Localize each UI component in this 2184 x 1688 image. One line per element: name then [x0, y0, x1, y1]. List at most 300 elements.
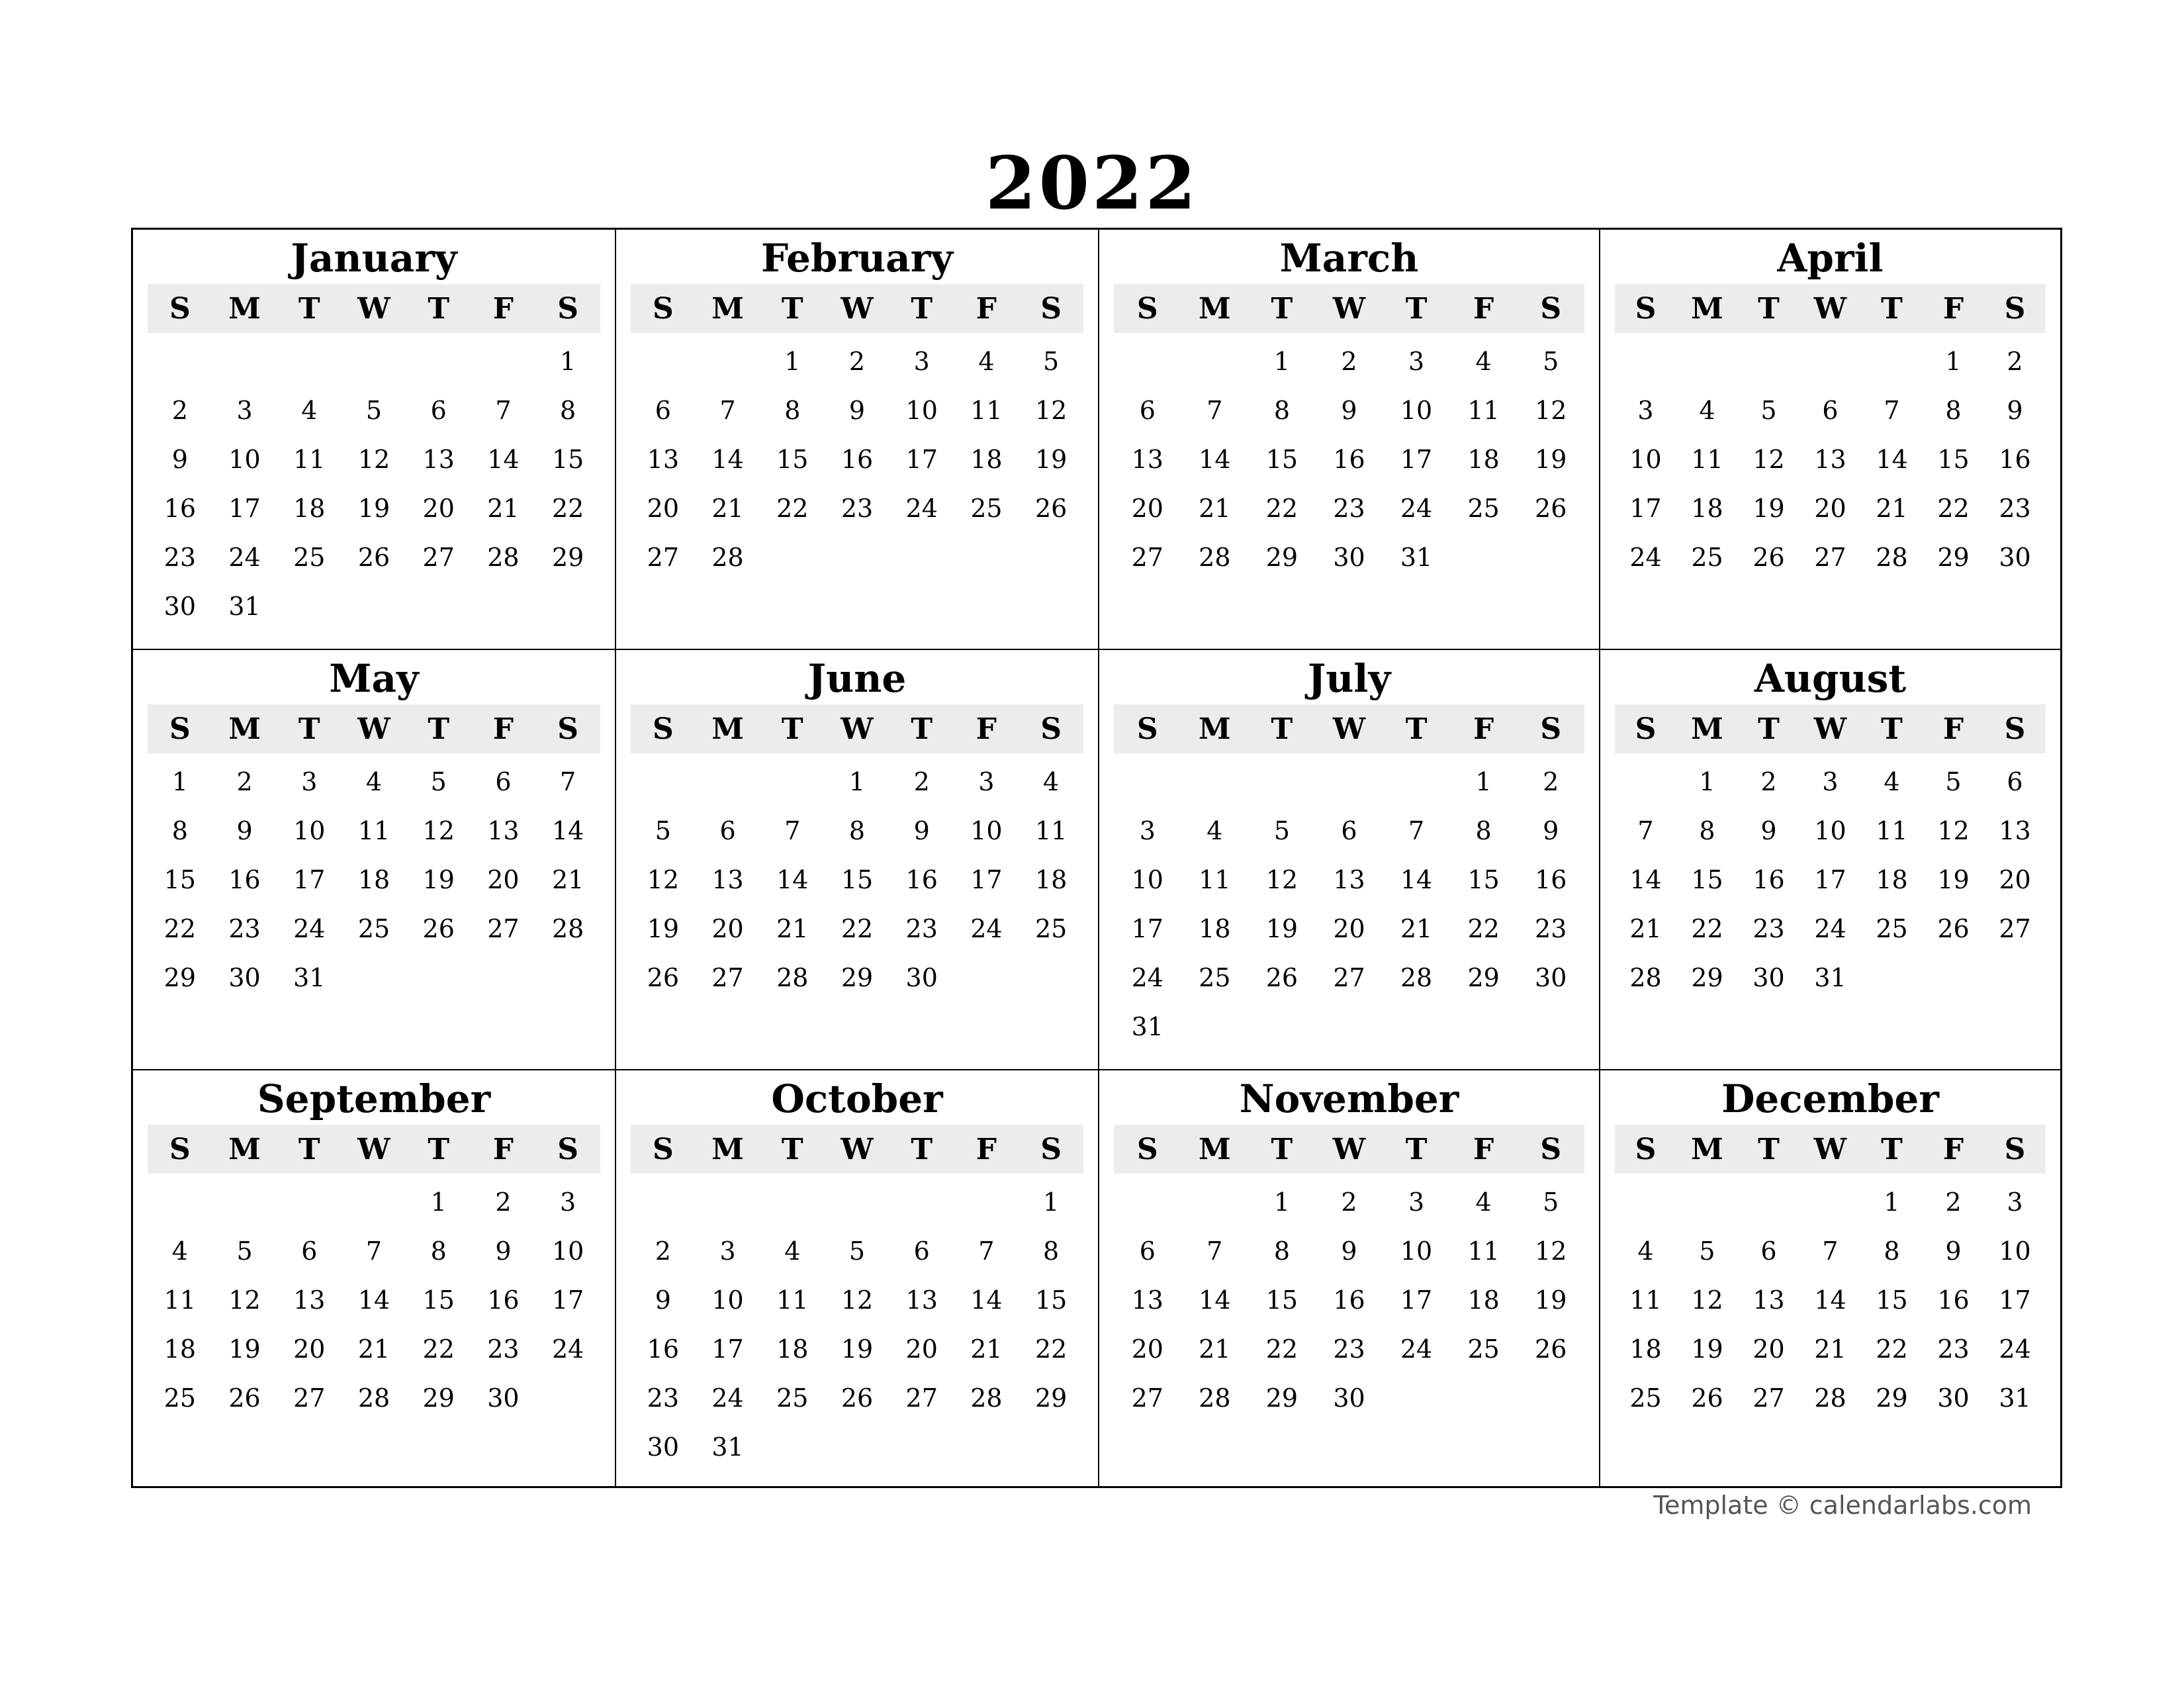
weekday-label: M	[1691, 712, 1723, 746]
day-grid	[148, 1178, 600, 1423]
day-number: 18	[357, 865, 390, 894]
day-number: 14	[1199, 1286, 1231, 1315]
weekday-label: M	[711, 1132, 744, 1166]
day-number: 9	[495, 1237, 512, 1266]
day-number: 27	[1333, 963, 1365, 992]
day-number: 29	[551, 543, 584, 572]
day-number: 11	[776, 1286, 809, 1315]
day-number: 3	[978, 767, 995, 796]
day-number: 22	[776, 494, 809, 523]
day-number: 25	[1629, 1383, 1662, 1413]
day-number: 10	[1814, 816, 1846, 845]
day-number: 16	[1333, 1286, 1365, 1315]
day-number: 4	[1043, 767, 1060, 796]
weekday-label: W	[1813, 291, 1847, 326]
day-number: 14	[1814, 1286, 1846, 1315]
day-number: 10	[551, 1237, 584, 1266]
day-grid	[148, 757, 600, 1002]
day-number: 30	[487, 1383, 520, 1413]
day-number: 28	[1629, 963, 1662, 992]
weekday-label: W	[841, 1132, 874, 1166]
weekday-label: T	[1881, 291, 1903, 326]
day-grid	[631, 337, 1083, 582]
day-number: 22	[1265, 494, 1298, 523]
day-number: 21	[1814, 1335, 1846, 1364]
weekday-label: W	[841, 291, 874, 326]
day-number: 25	[1467, 494, 1500, 523]
weekday-label: T	[781, 291, 803, 326]
day-number: 3	[1822, 767, 1839, 796]
day-number: 25	[357, 914, 390, 943]
day-number: 18	[1467, 445, 1500, 474]
day-number: 23	[647, 1383, 680, 1413]
day-number: 27	[711, 963, 744, 992]
day-number: 31	[1400, 543, 1433, 572]
day-number: 15	[163, 865, 197, 894]
day-number: 17	[1400, 445, 1433, 474]
day-number: 15	[1876, 1286, 1908, 1315]
day-number: 11	[1467, 1237, 1500, 1266]
weekday-header	[148, 704, 600, 753]
day-number: 9	[1945, 1237, 1962, 1266]
day-number: 6	[655, 396, 671, 425]
day-number: 17	[1400, 1286, 1433, 1315]
day-number: 8	[848, 816, 866, 845]
day-number: 19	[1535, 445, 1567, 474]
month-november	[1099, 1070, 1600, 1486]
day-number: 3	[2007, 1188, 2023, 1217]
weekday-label: T	[1271, 1132, 1293, 1166]
day-number: 15	[841, 865, 874, 894]
day-number: 24	[970, 914, 1003, 943]
day-number: 24	[1400, 494, 1433, 523]
day-number: 24	[551, 1335, 584, 1364]
day-number: 7	[1206, 1237, 1223, 1266]
day-number: 15	[1265, 445, 1298, 474]
day-number: 5	[1543, 347, 1559, 376]
day-number: 5	[1945, 767, 1962, 796]
day-number: 22	[422, 1335, 455, 1364]
weekday-label: T	[1881, 712, 1903, 746]
day-number: 5	[1760, 396, 1777, 425]
day-number: 26	[647, 963, 680, 992]
day-number: 2	[1543, 767, 1559, 796]
day-number: 4	[171, 1237, 188, 1266]
day-number: 11	[357, 816, 390, 845]
day-number: 23	[1333, 1335, 1365, 1364]
weekday-label: W	[357, 1132, 390, 1166]
day-number: 24	[228, 543, 261, 572]
day-number: 3	[1408, 1188, 1425, 1217]
day-number: 21	[357, 1335, 390, 1364]
weekday-label: S	[652, 1132, 674, 1166]
day-number: 15	[1034, 1286, 1068, 1315]
day-number: 20	[1131, 1335, 1163, 1364]
day-number: 8	[784, 396, 801, 425]
day-number: 29	[1691, 963, 1723, 992]
weekday-label: M	[228, 291, 261, 326]
day-number: 8	[1273, 396, 1291, 425]
day-number: 14	[1876, 445, 1908, 474]
day-number: 29	[1937, 543, 1970, 572]
weekday-label: T	[781, 712, 803, 746]
day-number: 22	[163, 914, 197, 943]
weekday-label: S	[1040, 712, 1062, 746]
day-number: 16	[228, 865, 261, 894]
day-number: 29	[1265, 543, 1298, 572]
day-number: 21	[1876, 494, 1908, 523]
day-number: 3	[1139, 816, 1156, 845]
weekday-label: F	[492, 1132, 514, 1166]
day-number: 7	[1637, 816, 1654, 845]
day-number: 15	[1265, 1286, 1298, 1315]
weekday-label: S	[1136, 712, 1158, 746]
day-number: 22	[1034, 1335, 1068, 1364]
day-number: 19	[422, 865, 455, 894]
weekday-label: M	[1198, 291, 1231, 326]
day-number: 14	[1400, 865, 1433, 894]
day-number: 12	[1265, 865, 1298, 894]
weekday-label: W	[1332, 1132, 1366, 1166]
weekday-label: S	[1635, 291, 1657, 326]
weekday-header	[1615, 704, 2046, 753]
day-number: 4	[1475, 347, 1492, 376]
month-name: May	[329, 656, 419, 701]
day-number: 22	[1467, 914, 1500, 943]
day-number: 22	[841, 914, 874, 943]
day-number: 11	[1691, 445, 1723, 474]
month-october	[616, 1070, 1099, 1486]
day-number: 28	[970, 1383, 1003, 1413]
day-number: 14	[970, 1286, 1003, 1315]
day-number: 16	[905, 865, 938, 894]
day-number: 29	[1876, 1383, 1908, 1413]
weekday-header	[148, 284, 600, 333]
day-number: 6	[1139, 396, 1156, 425]
month-name: October	[771, 1076, 943, 1121]
day-number: 25	[293, 543, 326, 572]
day-number: 19	[1265, 914, 1298, 943]
day-number: 10	[711, 1286, 744, 1315]
weekday-label: T	[1758, 291, 1780, 326]
day-number: 26	[1265, 963, 1298, 992]
day-number: 5	[236, 1237, 253, 1266]
day-number: 15	[1467, 865, 1500, 894]
day-number: 24	[1999, 1335, 2031, 1364]
day-number: 22	[551, 494, 584, 523]
day-number: 22	[1691, 914, 1723, 943]
day-number: 27	[905, 1383, 938, 1413]
day-number: 25	[1034, 914, 1068, 943]
weekday-header	[631, 284, 1083, 333]
day-number: 1	[848, 767, 866, 796]
weekday-label: S	[1635, 712, 1657, 746]
day-number: 4	[1884, 767, 1900, 796]
day-number: 14	[711, 445, 744, 474]
calendar-year-title: 2022	[985, 140, 1199, 226]
day-number: 5	[655, 816, 671, 845]
day-number: 22	[1937, 494, 1970, 523]
day-number: 26	[1535, 1335, 1567, 1364]
day-number: 2	[2007, 347, 2023, 376]
day-number: 11	[1467, 396, 1500, 425]
day-number: 30	[1333, 1383, 1365, 1413]
day-number: 6	[2007, 767, 2023, 796]
day-number: 9	[1341, 1237, 1357, 1266]
day-number: 21	[1629, 914, 1662, 943]
day-number: 12	[841, 1286, 874, 1315]
day-number: 21	[776, 914, 809, 943]
day-number: 23	[163, 543, 197, 572]
day-number: 16	[1333, 445, 1365, 474]
day-number: 1	[1945, 347, 1962, 376]
day-number: 16	[163, 494, 197, 523]
day-number: 5	[1043, 347, 1060, 376]
day-number: 7	[978, 1237, 995, 1266]
weekday-header	[1615, 1125, 2046, 1174]
day-number: 28	[1814, 1383, 1846, 1413]
day-number: 20	[711, 914, 744, 943]
day-number: 4	[365, 767, 383, 796]
day-number: 26	[357, 543, 390, 572]
month-june	[616, 650, 1099, 1070]
weekday-label: W	[1813, 712, 1847, 746]
day-number: 23	[1333, 494, 1365, 523]
day-number: 4	[1475, 1188, 1492, 1217]
month-july	[1099, 650, 1600, 1070]
day-grid	[1114, 757, 1584, 1051]
day-number: 9	[1760, 816, 1777, 845]
weekday-label: W	[1813, 1132, 1847, 1166]
weekday-label: M	[711, 291, 744, 326]
day-number: 14	[357, 1286, 390, 1315]
day-number: 6	[719, 816, 736, 845]
month-december	[1600, 1070, 2060, 1486]
day-number: 27	[1999, 914, 2031, 943]
day-number: 11	[970, 396, 1003, 425]
day-number: 19	[647, 914, 680, 943]
day-number: 6	[495, 767, 512, 796]
weekday-label: F	[1942, 1132, 1964, 1166]
day-number: 18	[1691, 494, 1723, 523]
weekday-label: T	[1271, 291, 1293, 326]
day-number: 18	[1876, 865, 1908, 894]
day-number: 19	[1535, 1286, 1567, 1315]
day-number: 2	[1945, 1188, 1962, 1217]
day-number: 12	[1752, 445, 1785, 474]
weekday-label: T	[1405, 1132, 1428, 1166]
day-number: 17	[1629, 494, 1662, 523]
weekday-label: F	[976, 291, 997, 326]
day-number: 16	[647, 1335, 680, 1364]
day-number: 9	[1543, 816, 1559, 845]
day-number: 4	[301, 396, 318, 425]
day-number: 12	[422, 816, 455, 845]
month-september	[133, 1070, 616, 1486]
weekday-header	[148, 1125, 600, 1174]
day-number: 17	[905, 445, 938, 474]
day-number: 25	[1467, 1335, 1500, 1364]
day-number: 10	[1131, 865, 1163, 894]
day-number: 19	[357, 494, 390, 523]
day-number: 25	[776, 1383, 809, 1413]
day-number: 20	[422, 494, 455, 523]
day-number: 29	[1265, 1383, 1298, 1413]
day-number: 23	[1535, 914, 1567, 943]
day-number: 23	[841, 494, 874, 523]
day-number: 20	[1814, 494, 1846, 523]
day-number: 21	[1199, 494, 1231, 523]
weekday-label: S	[169, 712, 191, 746]
day-number: 13	[1333, 865, 1365, 894]
day-number: 6	[913, 1237, 930, 1266]
day-number: 26	[422, 914, 455, 943]
weekday-label: W	[357, 291, 390, 326]
day-number: 13	[905, 1286, 938, 1315]
weekday-label: S	[652, 291, 674, 326]
day-number: 7	[784, 816, 801, 845]
day-number: 27	[647, 543, 680, 572]
day-number: 10	[905, 396, 938, 425]
day-number: 5	[430, 767, 447, 796]
weekday-label: T	[428, 1132, 450, 1166]
day-number: 31	[228, 592, 261, 621]
weekday-label: T	[298, 1132, 320, 1166]
weekday-label: W	[841, 712, 874, 746]
day-number: 12	[647, 865, 680, 894]
weekday-label: W	[1332, 712, 1366, 746]
weekday-label: S	[1040, 291, 1062, 326]
weekday-label: T	[1405, 712, 1428, 746]
day-number: 14	[551, 816, 584, 845]
day-number: 12	[1937, 816, 1970, 845]
day-number: 19	[1752, 494, 1785, 523]
day-number: 26	[1535, 494, 1567, 523]
month-april	[1600, 230, 2060, 650]
month-name: December	[1721, 1076, 1939, 1121]
template-credit: Template © calendarlabs.com	[1653, 1491, 2032, 1520]
day-number: 22	[1265, 1335, 1298, 1364]
weekday-header	[631, 704, 1083, 753]
day-number: 28	[1199, 1383, 1231, 1413]
day-number: 17	[1131, 914, 1163, 943]
day-number: 14	[1629, 865, 1662, 894]
day-number: 13	[487, 816, 520, 845]
day-number: 27	[1752, 1383, 1785, 1413]
weekday-label: S	[1635, 1132, 1657, 1166]
day-number: 20	[293, 1335, 326, 1364]
month-may	[133, 650, 616, 1070]
day-number: 2	[171, 396, 188, 425]
day-number: 1	[1884, 1188, 1900, 1217]
day-number: 3	[301, 767, 318, 796]
weekday-label: T	[298, 712, 320, 746]
weekday-label: F	[492, 291, 514, 326]
day-number: 3	[560, 1188, 576, 1217]
month-march	[1099, 230, 1600, 650]
month-name: August	[1754, 656, 1907, 701]
weekday-label: F	[492, 712, 514, 746]
day-number: 28	[1400, 963, 1433, 992]
weekday-label: S	[652, 712, 674, 746]
day-grid	[631, 1178, 1083, 1472]
day-number: 10	[970, 816, 1003, 845]
weekday-label: S	[1136, 291, 1158, 326]
weekday-label: T	[911, 712, 933, 746]
day-number: 2	[848, 347, 866, 376]
day-number: 28	[551, 914, 584, 943]
day-number: 25	[1876, 914, 1908, 943]
day-number: 7	[560, 767, 576, 796]
day-number: 24	[1131, 963, 1163, 992]
day-number: 27	[1131, 543, 1163, 572]
weekday-label: M	[228, 712, 261, 746]
day-number: 29	[1034, 1383, 1068, 1413]
day-number: 8	[1475, 816, 1492, 845]
day-number: 7	[1206, 396, 1223, 425]
day-number: 28	[357, 1383, 390, 1413]
day-number: 10	[1999, 1237, 2031, 1266]
day-number: 13	[422, 445, 455, 474]
day-grid	[148, 337, 600, 631]
day-number: 2	[1341, 347, 1357, 376]
day-number: 24	[711, 1383, 744, 1413]
day-number: 19	[1034, 445, 1068, 474]
day-number: 30	[905, 963, 938, 992]
weekday-label: F	[1473, 712, 1494, 746]
day-number: 8	[1699, 816, 1715, 845]
weekday-label: S	[2004, 1132, 2026, 1166]
day-number: 20	[1333, 914, 1365, 943]
day-number: 31	[1131, 1012, 1163, 1041]
day-number: 13	[1999, 816, 2031, 845]
day-number: 30	[647, 1432, 680, 1462]
day-number: 25	[1199, 963, 1231, 992]
day-number: 16	[1752, 865, 1785, 894]
day-number: 28	[776, 963, 809, 992]
day-number: 9	[236, 816, 253, 845]
day-number: 18	[293, 494, 326, 523]
day-number: 13	[1814, 445, 1846, 474]
day-number: 10	[1400, 1237, 1433, 1266]
day-number: 25	[1691, 543, 1723, 572]
day-number: 17	[1999, 1286, 2031, 1315]
weekday-label: T	[1881, 1132, 1903, 1166]
day-number: 4	[1206, 816, 1223, 845]
day-number: 1	[1273, 1188, 1291, 1217]
day-grid	[1114, 337, 1584, 582]
day-number: 3	[719, 1237, 736, 1266]
month-name: January	[291, 236, 457, 281]
month-name: April	[1777, 236, 1884, 281]
day-number: 13	[1752, 1286, 1785, 1315]
day-number: 10	[228, 445, 261, 474]
day-number: 23	[1999, 494, 2031, 523]
weekday-header	[631, 1125, 1083, 1174]
day-number: 22	[1876, 1335, 1908, 1364]
day-number: 14	[776, 865, 809, 894]
weekday-label: S	[1540, 1132, 1562, 1166]
weekday-label: M	[228, 1132, 261, 1166]
day-number: 21	[551, 865, 584, 894]
month-name: September	[257, 1076, 491, 1121]
weekday-header	[1114, 284, 1584, 333]
day-number: 2	[1760, 767, 1777, 796]
day-number: 17	[551, 1286, 584, 1315]
day-number: 9	[848, 396, 866, 425]
day-number: 26	[1691, 1383, 1723, 1413]
weekday-label: T	[428, 291, 450, 326]
